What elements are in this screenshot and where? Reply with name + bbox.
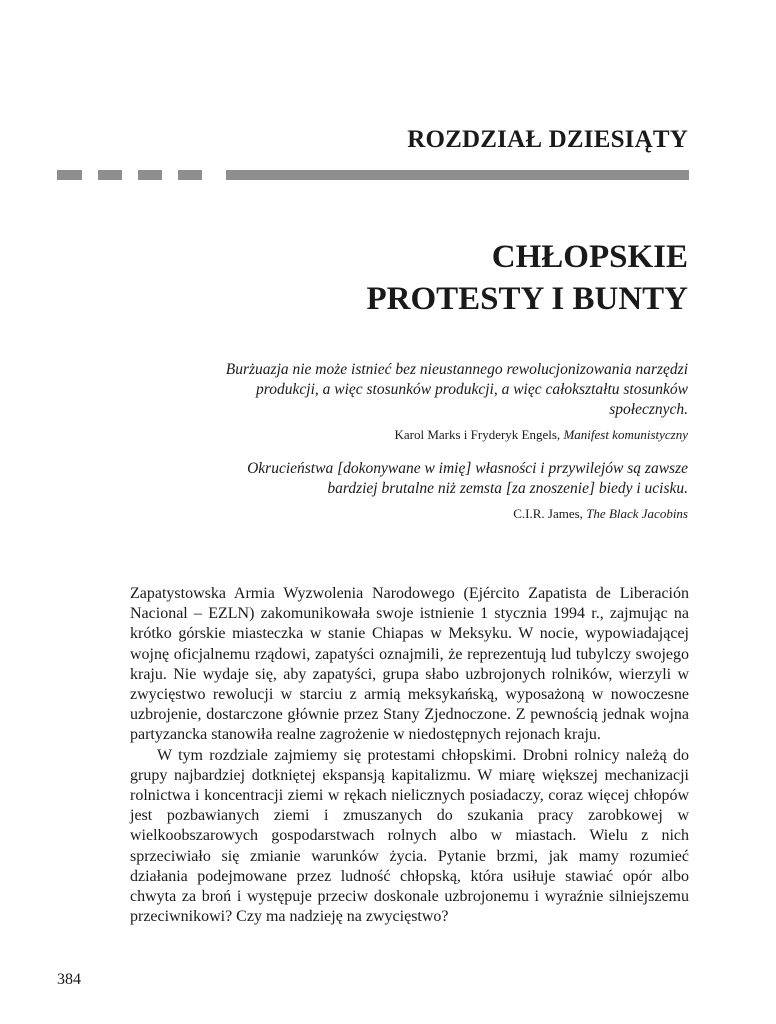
body-text	[130, 584, 689, 927]
rule-bar	[226, 170, 689, 180]
chapter-title-line-1: CHŁOPSKIE	[491, 239, 688, 275]
epigraph-work: Manifest komunistyczny	[563, 427, 688, 442]
rule-dash	[178, 170, 202, 180]
page-number: 384	[57, 971, 81, 988]
chapter-title	[366, 236, 688, 320]
epigraph-quote: Burżuazja nie może istnieć bez nieustannego rewolucjonizowania narzędzi produkcji, a więc stosunków produkcji, a więc całokształtu stosunków społecznych.	[225, 361, 688, 418]
rule-dash	[138, 170, 162, 180]
epigraph-attribution	[218, 505, 688, 523]
rule-dash	[57, 170, 82, 180]
epigraph-quote: Okrucieństwa [dokonywane w imię] własności i przywilejów są zawsze bardziej brutalne niż zemsta [za znoszenie] biedy i ucisku.	[247, 460, 688, 497]
chapter-label: ROZDZIAŁ DZIESIĄTY	[407, 126, 688, 153]
chapter-rule	[57, 170, 689, 180]
rule-dash	[98, 170, 122, 180]
body-paragraph: Zapatystowska Armia Wyzwolenia Narodowego (Ejército Zapatista de Liberación Nacional – EZLN) zakomunikowała swoje istnienie 1 stycznia 1994 r., zajmując na krótko górskie miasteczka w stanie Chiapas w Meksyku. W nocie, wypowiadającej wojnę oficjalnemu rządowi, zapatyści oznajmili, że reprezentują lud tubylczy swojego kraju. Nie wydaje się, aby zapatyści, grupa słabo uzbrojonych rolników, wierzyli w zwycięstwo rewolucji w starciu z armią meksykańską, wyposażoną w nowoczesne uzbrojenie, dostarczone głównie przez Stany Zjednoczone. Z pewnością jednak wojna partyzancka stanowiła realne zagrożenie w niedostępnych rejonach kraju.	[130, 585, 689, 744]
epigraph	[218, 459, 688, 523]
chapter-title-line-2: PROTESTY I BUNTY	[366, 281, 688, 317]
epigraph-author: Karol Marks i Fryderyk Engels,	[394, 427, 564, 442]
body-paragraph: W tym rozdziale zajmiemy się protestami chłopskimi. Drobni rolnicy należą do grupy najbardziej dotkniętej ekspansją kapitalizmu. W miarę większej mechanizacji rolnictwa i koncentracji ziemi w rękach nielicznych posiadaczy, coraz więcej chłopów jest pozbawianych ziemi i zmuszanych do szukania pracy zarobkowej w wielkoobszarowych gospodarstwach rolnych albo w miastach. Wielu z nich sprzeciwiało się zmianie warunków życia. Pytanie brzmi, jak mamy rozumieć działania podejmowane przez ludność chłopską, która usiłuje stawiać opór albo chwyta za broń i występuje przeciw doskonale uzbrojonemu i wyraźnie silniejszemu przeciwnikowi? Czy ma nadzieję na zwycięstwo?	[130, 746, 689, 926]
epigraph-work: The Black Jacobins	[586, 506, 688, 521]
epigraph-author: C.I.R. James,	[513, 506, 587, 521]
epigraph	[218, 360, 688, 444]
epigraph-attribution	[218, 426, 688, 444]
